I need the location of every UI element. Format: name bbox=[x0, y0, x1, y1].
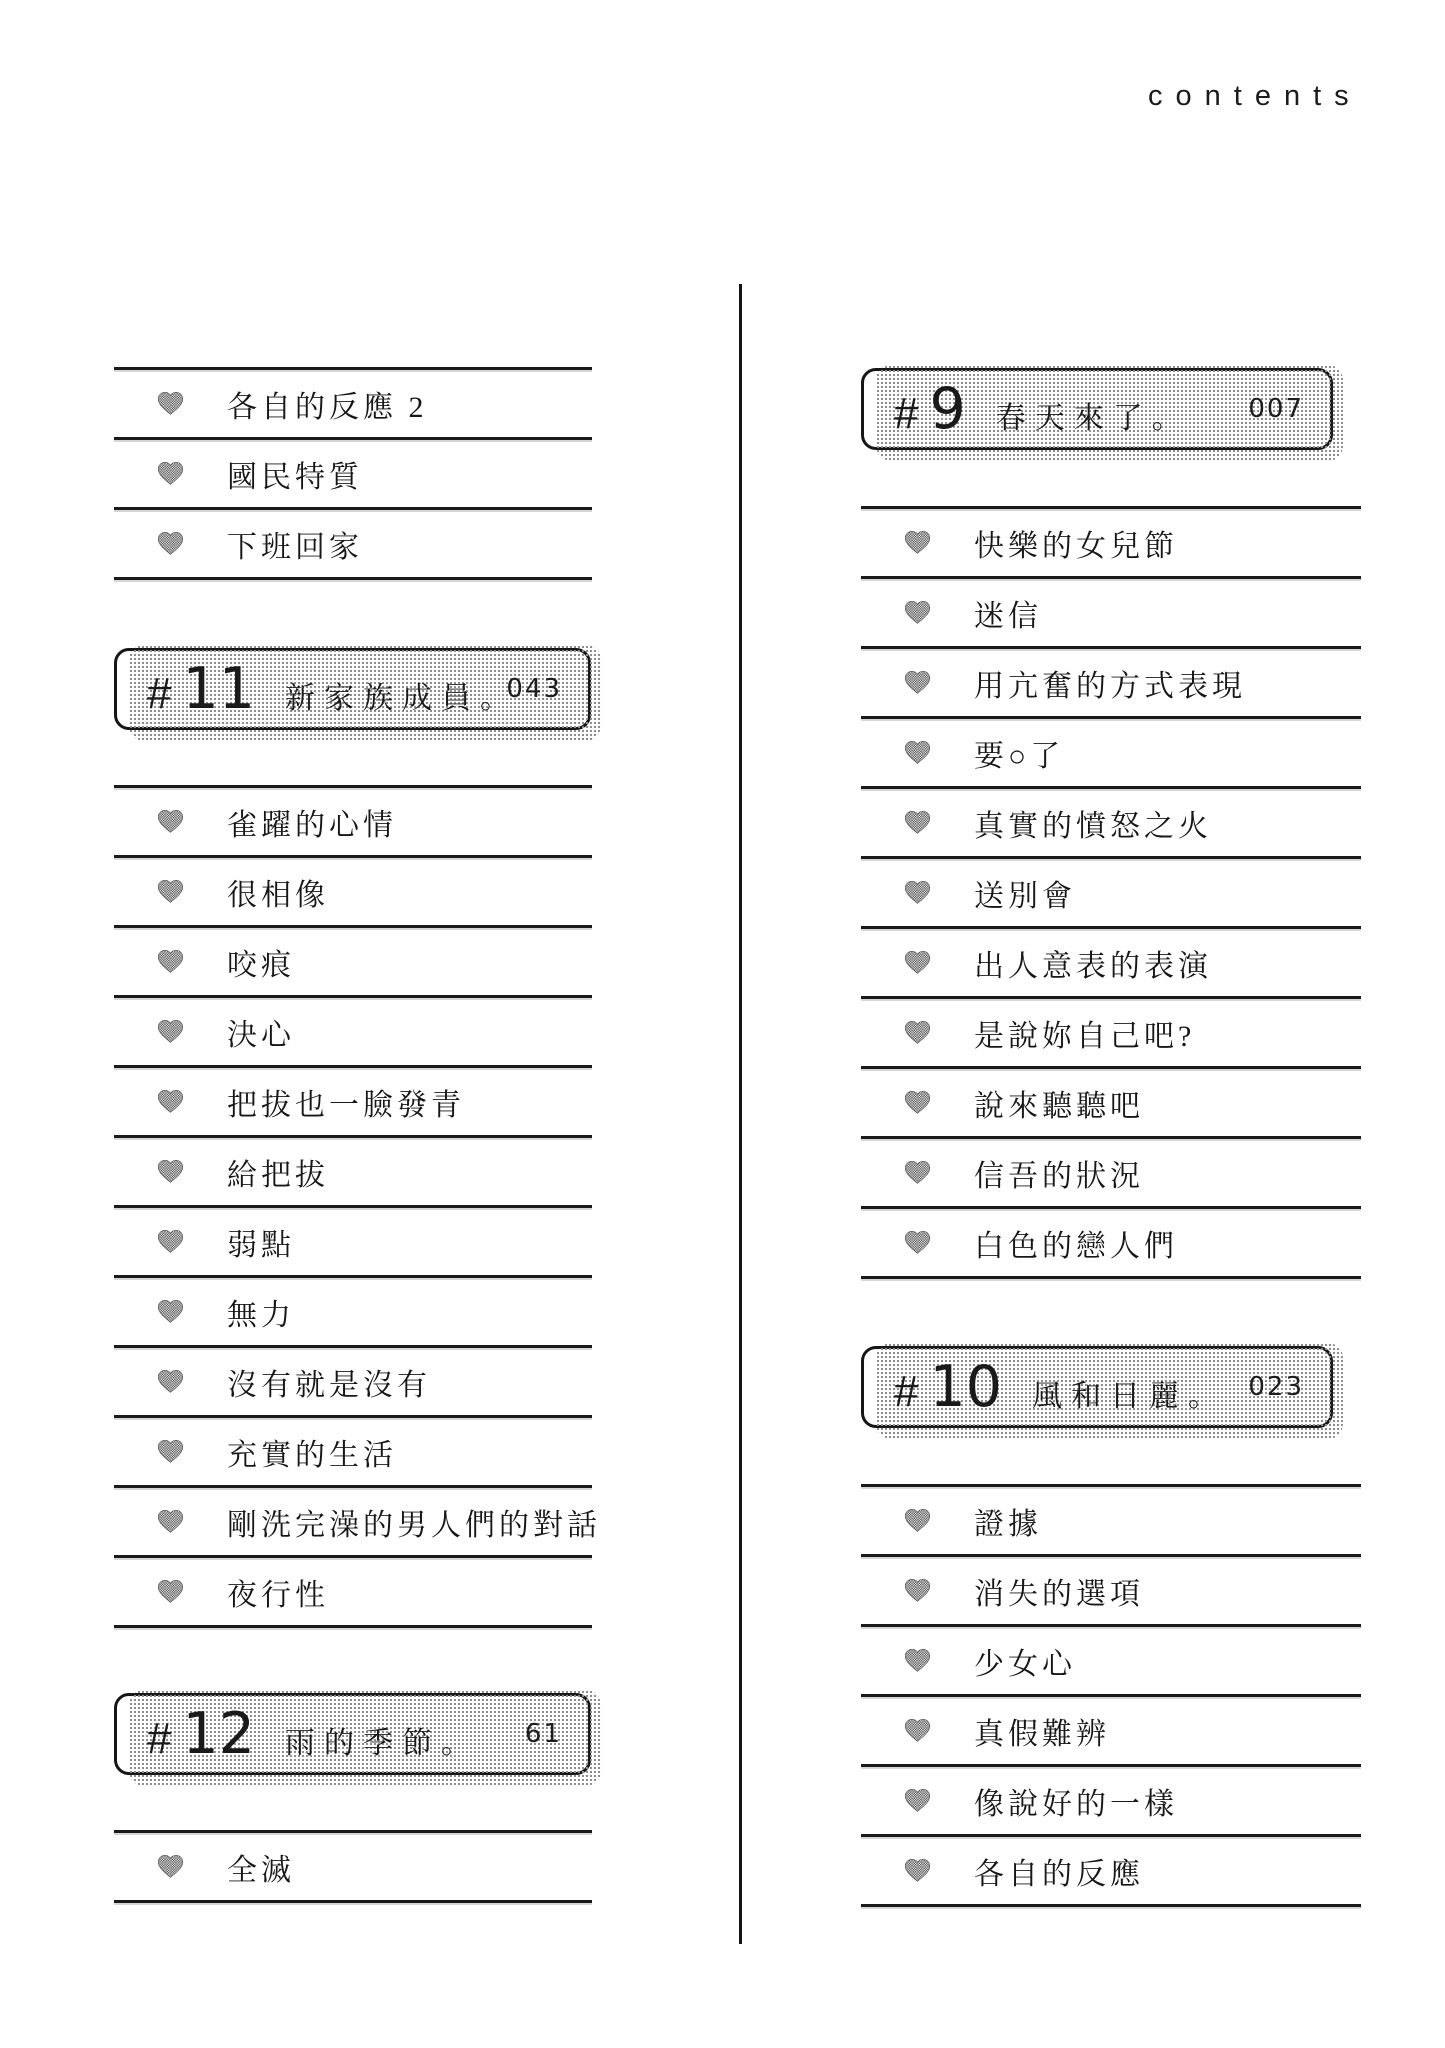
chapter-title: 風和日麗。 bbox=[1032, 1380, 1228, 1413]
episode-title: 說來聽聽吧 bbox=[974, 1089, 1144, 1123]
episode-row[interactable] bbox=[861, 1624, 1361, 1694]
episode-row[interactable] bbox=[861, 1764, 1361, 1834]
right-column bbox=[861, 0, 1361, 1907]
episode-row[interactable] bbox=[861, 1554, 1361, 1624]
heart-icon bbox=[158, 1160, 183, 1183]
episode-title: 消失的選項 bbox=[974, 1577, 1144, 1611]
chapter-title: 新家族成員。 bbox=[285, 682, 520, 715]
heart-icon bbox=[158, 1440, 183, 1463]
heart-icon bbox=[905, 951, 930, 974]
heart-icon bbox=[158, 1300, 183, 1323]
episode-row[interactable] bbox=[114, 1830, 592, 1900]
heart-icon bbox=[905, 531, 930, 554]
chapter-header[interactable] bbox=[861, 368, 1333, 450]
episode-row[interactable] bbox=[114, 1065, 592, 1135]
episode-title: 沒有就是沒有 bbox=[227, 1368, 431, 1402]
heart-icon bbox=[158, 1020, 183, 1043]
heart-icon bbox=[158, 1510, 183, 1533]
episode-title: 是說妳自己吧? bbox=[974, 1019, 1196, 1053]
episode-title: 咬痕 bbox=[227, 948, 295, 982]
chapter-page-number: 043 bbox=[506, 674, 562, 704]
heart-icon bbox=[905, 1161, 930, 1184]
heart-icon bbox=[158, 880, 183, 903]
episode-row[interactable] bbox=[861, 1694, 1361, 1764]
episode-title: 用亢奮的方式表現 bbox=[974, 669, 1246, 703]
episode-row[interactable] bbox=[114, 1485, 601, 1555]
episode-title: 真假難辨 bbox=[974, 1717, 1110, 1751]
episode-title: 各自的反應 bbox=[974, 1857, 1144, 1891]
episode-title: 迷信 bbox=[974, 599, 1042, 633]
episode-title: 送別會 bbox=[974, 879, 1076, 913]
episode-row[interactable] bbox=[114, 1415, 592, 1485]
episode-title: 下班回家 bbox=[227, 530, 363, 564]
chapter-header[interactable] bbox=[861, 1346, 1333, 1428]
chapter-label bbox=[894, 376, 1248, 442]
heart-icon bbox=[158, 1370, 183, 1393]
heart-icon bbox=[905, 811, 930, 834]
heart-icon bbox=[905, 1649, 930, 1672]
heart-icon bbox=[158, 392, 183, 415]
episode-title: 白色的戀人們 bbox=[974, 1229, 1178, 1263]
episode-title: 國民特質 bbox=[227, 460, 363, 494]
episode-row[interactable] bbox=[114, 785, 592, 855]
heart-icon bbox=[158, 810, 183, 833]
heart-icon bbox=[158, 1855, 183, 1878]
episode-list bbox=[114, 1830, 592, 1903]
heart-icon bbox=[905, 1231, 930, 1254]
chapter-hash: # bbox=[147, 1714, 174, 1763]
episode-row[interactable] bbox=[114, 507, 592, 577]
chapter-label bbox=[894, 1354, 1248, 1420]
chapter-number: 11 bbox=[182, 656, 256, 722]
heart-icon bbox=[905, 1579, 930, 1602]
episode-row[interactable] bbox=[861, 1136, 1361, 1206]
episode-row[interactable] bbox=[861, 856, 1361, 926]
episode-row[interactable] bbox=[114, 367, 592, 437]
chapter-page-number: 61 bbox=[524, 1719, 562, 1749]
chapter-title: 雨的季節。 bbox=[285, 1727, 481, 1760]
episode-row[interactable] bbox=[114, 437, 592, 507]
episode-title: 夜行性 bbox=[227, 1578, 329, 1612]
episode-title: 充實的生活 bbox=[227, 1438, 397, 1472]
episode-row[interactable] bbox=[861, 506, 1361, 576]
episode-title: 雀躍的心情 bbox=[227, 808, 397, 842]
chapter-page-number: 023 bbox=[1248, 1372, 1304, 1402]
episode-row[interactable] bbox=[861, 1066, 1361, 1136]
episode-title: 真實的憤怒之火 bbox=[974, 809, 1212, 843]
heart-icon bbox=[158, 1230, 183, 1253]
episode-title: 要○了 bbox=[974, 739, 1065, 773]
episode-title: 把拔也一臉發青 bbox=[227, 1088, 465, 1122]
heart-icon bbox=[905, 671, 930, 694]
heart-icon bbox=[905, 741, 930, 764]
episode-row[interactable] bbox=[861, 926, 1361, 996]
heart-icon bbox=[158, 1090, 183, 1113]
episode-title: 全滅 bbox=[227, 1853, 295, 1887]
episode-title: 各自的反應 2 bbox=[227, 390, 428, 424]
episode-list bbox=[861, 1484, 1361, 1907]
episode-row[interactable] bbox=[114, 995, 592, 1065]
episode-title: 快樂的女兒節 bbox=[974, 529, 1178, 563]
episode-row[interactable] bbox=[861, 576, 1361, 646]
left-column bbox=[114, 0, 601, 1903]
chapter-label bbox=[147, 1701, 525, 1767]
heart-icon bbox=[905, 1789, 930, 1812]
episode-title: 像說好的一樣 bbox=[974, 1787, 1178, 1821]
episode-row[interactable] bbox=[114, 1275, 592, 1345]
heart-icon bbox=[158, 950, 183, 973]
heart-icon bbox=[905, 1719, 930, 1742]
heart-icon bbox=[905, 1509, 930, 1532]
chapter-number: 12 bbox=[182, 1701, 256, 1767]
episode-row[interactable] bbox=[114, 925, 592, 995]
heart-icon bbox=[905, 1091, 930, 1114]
episode-list bbox=[114, 367, 592, 580]
episode-title: 弱點 bbox=[227, 1228, 295, 1262]
episode-title: 無力 bbox=[227, 1298, 295, 1332]
column-divider bbox=[739, 284, 742, 1944]
episode-title: 剛洗完澡的男人們的對話 bbox=[227, 1508, 601, 1542]
episode-row[interactable] bbox=[861, 786, 1361, 856]
episode-list bbox=[114, 785, 601, 1628]
episode-title: 少女心 bbox=[974, 1647, 1076, 1681]
episode-list bbox=[861, 506, 1361, 1279]
chapter-number: 9 bbox=[929, 376, 966, 442]
chapter-number: 10 bbox=[929, 1354, 1003, 1420]
episode-row[interactable] bbox=[861, 716, 1361, 786]
episode-row[interactable] bbox=[861, 1834, 1361, 1904]
heart-icon bbox=[905, 1021, 930, 1044]
page-title: contents bbox=[1148, 80, 1362, 112]
heart-icon bbox=[905, 601, 930, 624]
chapter-label bbox=[147, 656, 520, 722]
heart-icon bbox=[905, 1859, 930, 1882]
heart-icon bbox=[905, 881, 930, 904]
heart-icon bbox=[158, 532, 183, 555]
episode-title: 信吾的狀況 bbox=[974, 1159, 1144, 1193]
episode-row[interactable] bbox=[861, 996, 1361, 1066]
chapter-hash: # bbox=[894, 389, 921, 438]
chapter-header[interactable] bbox=[114, 648, 591, 730]
episode-row[interactable] bbox=[114, 1555, 592, 1625]
episode-title: 出人意表的表演 bbox=[974, 949, 1212, 983]
heart-icon bbox=[158, 1580, 183, 1603]
episode-title: 決心 bbox=[227, 1018, 295, 1052]
episode-row[interactable] bbox=[861, 646, 1361, 716]
chapter-title: 春天來了。 bbox=[995, 402, 1191, 435]
chapter-hash: # bbox=[147, 669, 174, 718]
episode-row[interactable] bbox=[861, 1206, 1361, 1276]
chapter-page-number: 007 bbox=[1248, 394, 1304, 424]
episode-row[interactable] bbox=[114, 1345, 592, 1415]
episode-row[interactable] bbox=[114, 855, 592, 925]
episode-title: 很相像 bbox=[227, 878, 329, 912]
episode-row[interactable] bbox=[114, 1205, 592, 1275]
episode-row[interactable] bbox=[114, 1135, 592, 1205]
chapter-header[interactable] bbox=[114, 1693, 591, 1775]
episode-row[interactable] bbox=[861, 1484, 1361, 1554]
chapter-hash: # bbox=[894, 1367, 921, 1416]
heart-icon bbox=[158, 462, 183, 485]
episode-title: 證據 bbox=[974, 1507, 1042, 1541]
episode-title: 給把拔 bbox=[227, 1158, 329, 1192]
